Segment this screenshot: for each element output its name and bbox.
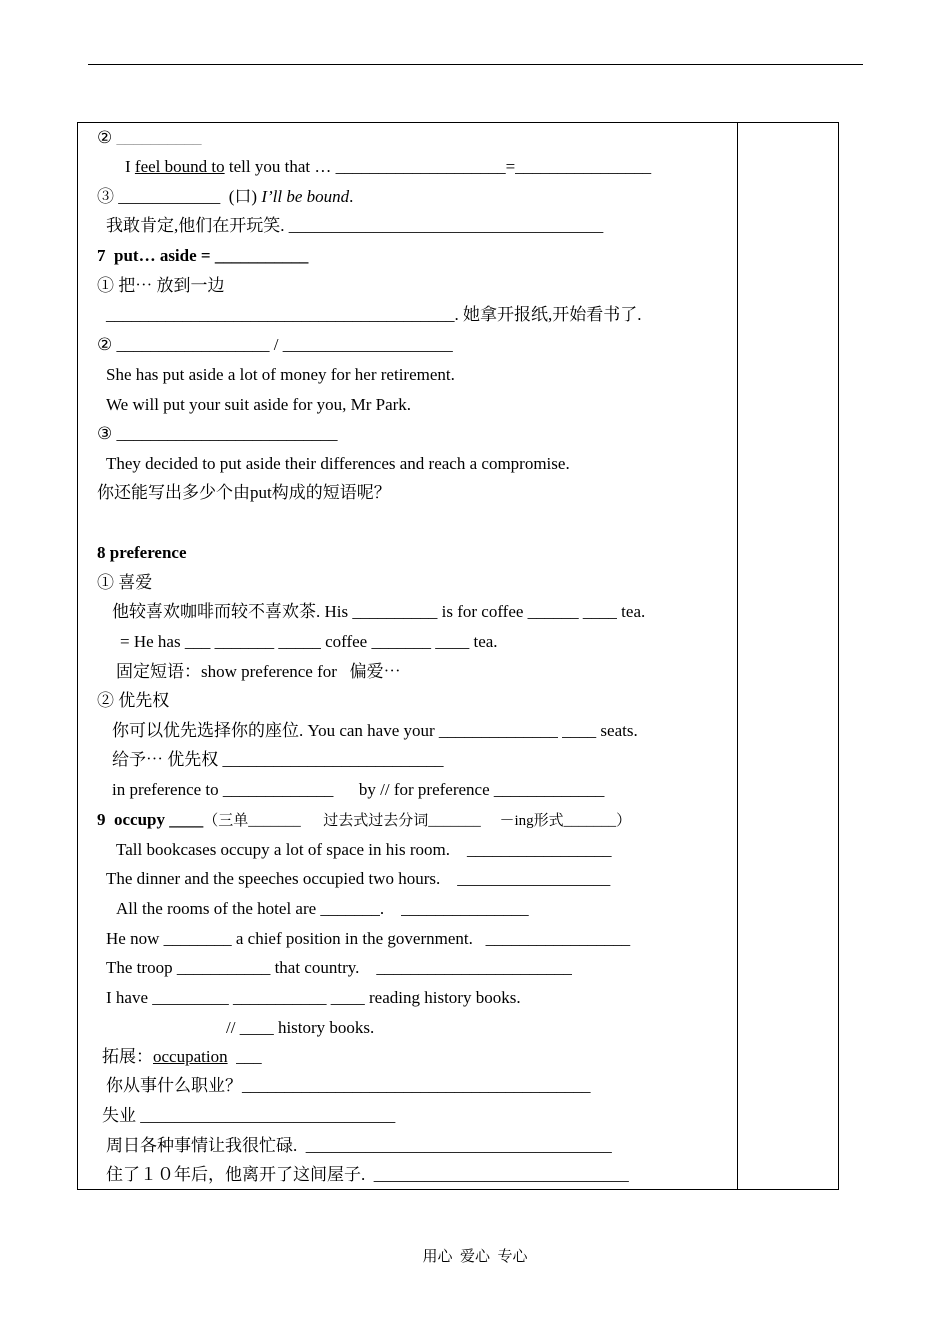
- example-sentence: The dinner and the speeches occupied two hours. __________________: [106, 869, 611, 888]
- meaning-1: ① 喜爱: [97, 573, 153, 592]
- example-sentence: He now ________ a chief position in the government. _________________: [106, 929, 631, 948]
- translation-line: 失业 ______________________________: [102, 1106, 396, 1125]
- translation-line-2: _________________________________________. 她拿开报纸,开始看书了.: [106, 305, 642, 324]
- example-sentence: All the rooms of the hotel are _______. _______________: [116, 899, 529, 918]
- translation-line: 住了１０年后，他离开了这间屋子. ______________________________: [106, 1165, 629, 1184]
- phrase-line: 给予⋯ 优先权 __________________________: [112, 750, 444, 769]
- text-segment: I: [125, 157, 135, 176]
- example-sentence: The troop ___________ that country. _______________________: [106, 958, 572, 977]
- text-segment: ③ ____________ (口): [97, 187, 262, 206]
- meaning-2: ② 优先权: [97, 691, 170, 710]
- heading-put-aside: 7 put… aside = ___________: [97, 246, 309, 265]
- phrase-line: in preference to _____________ by // for preference _____________: [112, 780, 605, 799]
- heading-preference: 8 preference: [97, 543, 187, 562]
- example-sentence: She has put aside a lot of money for her retirement.: [106, 365, 455, 384]
- line-circle-2-a: [97, 128, 202, 148]
- text-segment: .: [349, 187, 354, 206]
- example-sentence: We will put your suit aside for you, Mr Park.: [106, 395, 412, 414]
- example-sentence: They decided to put aside their differences and reach a compromise.: [106, 454, 570, 473]
- item-number: ②: [97, 128, 113, 147]
- text-segment: 拓展：: [102, 1047, 153, 1066]
- text-segment: tell you that … ____________________=________________: [224, 157, 652, 176]
- heading-occupy: [97, 810, 631, 831]
- header-rule: [88, 64, 863, 65]
- text-segment: ___: [227, 1047, 262, 1066]
- fixed-phrase: 固定短语：show preference for 偏爱⋯: [116, 662, 401, 681]
- example-sentence: I have _________ ___________ ____ reading history books.: [106, 988, 521, 1007]
- table-column-divider: [737, 123, 738, 1189]
- page-footer: 用心 爱心 专心: [422, 1249, 528, 1265]
- translation-line: 你从事什么职业？_________________________________________: [106, 1076, 591, 1095]
- translation-line: 周日各种事情让我很忙碌. ____________________________________: [106, 1136, 612, 1155]
- meaning-1: ① 把⋯ 放到一边: [97, 276, 225, 295]
- answer-blank: __________: [112, 128, 202, 147]
- example-sentence: Tall bookcases occupy a lot of space in his room. _________________: [116, 840, 612, 859]
- extension-line: [102, 1047, 262, 1067]
- example-feel-bound: [125, 157, 651, 177]
- meaning-3: ③ __________________________: [97, 424, 338, 443]
- example-sentence: = He has ___ _______ _____ coffee _______ ____ tea.: [120, 632, 498, 651]
- translation-line-1: 我敢肯定,他们在开玩笑. _____________________________________: [106, 216, 604, 235]
- line-circle-3-a: [97, 187, 353, 207]
- meaning-2: ② __________________ / ____________________: [97, 335, 453, 354]
- question-line: 你还能写出多少个由put构成的短语呢？: [97, 483, 391, 502]
- verb-forms: （三单_______ 过去式过去分词_______ －ing形式_______）: [203, 813, 632, 829]
- underlined-phrase: feel bound to: [134, 157, 225, 176]
- heading-text: 9 occupy ____: [97, 810, 204, 829]
- example-sentence: // ____ history books.: [226, 1018, 375, 1037]
- example-sentence: 你可以优先选择你的座位. You can have your ______________ ____ seats.: [112, 721, 638, 740]
- italic-phrase: I’ll be bound: [261, 187, 350, 206]
- underlined-phrase: occupation: [153, 1047, 228, 1066]
- example-sentence: 他较喜欢咖啡而较不喜欢茶. His __________ is for coffee ______ ____ tea.: [112, 602, 646, 621]
